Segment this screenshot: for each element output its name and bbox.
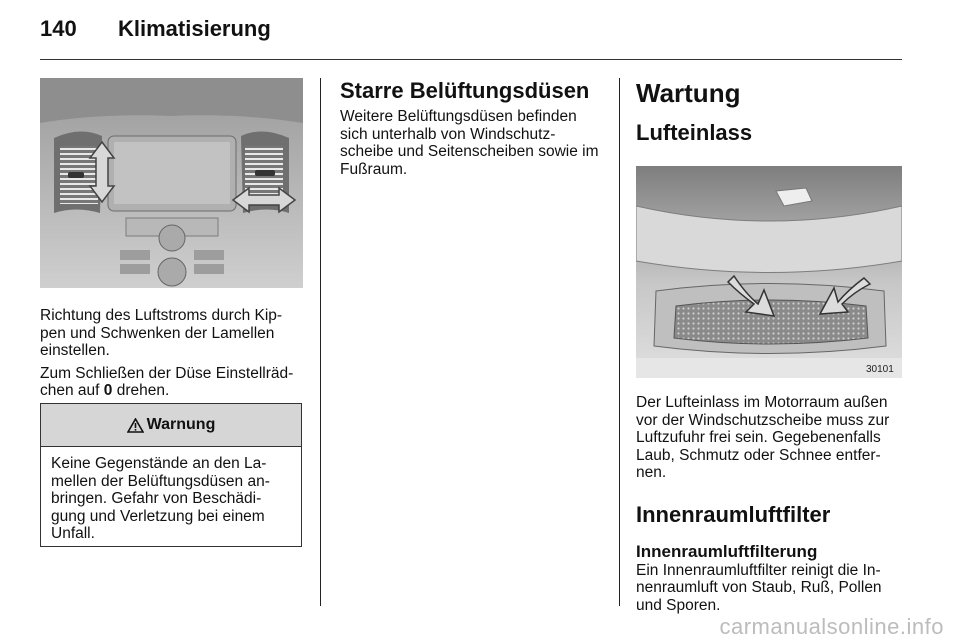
- fixed-vents-text: Weitere Belüftungsdüsen befinden sich unterhalb von Windschutz- scheibe und Seitenscheiben sowie im Fußraum.: [340, 108, 599, 178]
- column-2: [340, 78, 605, 178]
- instruction-bold-value: 0: [103, 382, 113, 399]
- cabin-filtering-subheading: Innenraumluftfilterung: [636, 541, 818, 561]
- column-divider-2: [619, 78, 620, 606]
- warning-header: [41, 404, 301, 447]
- warning-title: Warnung: [146, 416, 216, 433]
- air-intake-heading: Lufteinlass: [636, 120, 753, 145]
- vent-caption: Richtung des Luftstroms durch Kip- pen und Schwenken der Lamellen einstellen.: [40, 307, 283, 359]
- warning-triangle-icon: [127, 418, 144, 433]
- page-number: 140: [40, 16, 77, 41]
- warning-text: Keine Gegenstände an den La- mellen der Belüftungsdüsen an- bringen. Gefahr von Beschädi- gung und Verletzung bei einem Unfall.: [51, 455, 270, 542]
- header-divider: [40, 59, 902, 60]
- column-3: [636, 78, 902, 614]
- page-header: [40, 16, 271, 50]
- cabin-filter-text: Ein Innenraumluftfilter reinigt die In- nenraumluft von Staub, Ruß, Pollen und Sporen.: [636, 561, 882, 614]
- watermark: carmanualsonline.info: [719, 614, 944, 639]
- image-code: 30101: [866, 364, 894, 375]
- instruction-text-before: Zum Schließen der Düse Einstellräd- chen auf: [40, 364, 294, 399]
- dashboard-vents-illustration: [40, 78, 303, 288]
- maintenance-heading: Wartung: [636, 78, 741, 108]
- air-intake-illustration: [636, 166, 902, 378]
- cabin-filter-heading: Innenraumluftfilter: [636, 501, 831, 527]
- close-instruction: [40, 365, 303, 400]
- instruction-text-after: drehen.: [112, 382, 170, 399]
- air-intake-text: Der Lufteinlass im Motorraum außen vor der Windschutzscheibe muss zur Luftzufuhr frei sein. Gegebenenfalls Laub, Schmutz oder Schnee entfer- nen.: [636, 394, 890, 481]
- warning-box: [40, 403, 302, 547]
- fixed-vents-heading: Starre Belüftungsdüsen: [340, 78, 590, 103]
- chapter-title: Klimatisierung: [118, 16, 271, 41]
- column-divider-1: [320, 78, 321, 606]
- column-1: [40, 78, 303, 400]
